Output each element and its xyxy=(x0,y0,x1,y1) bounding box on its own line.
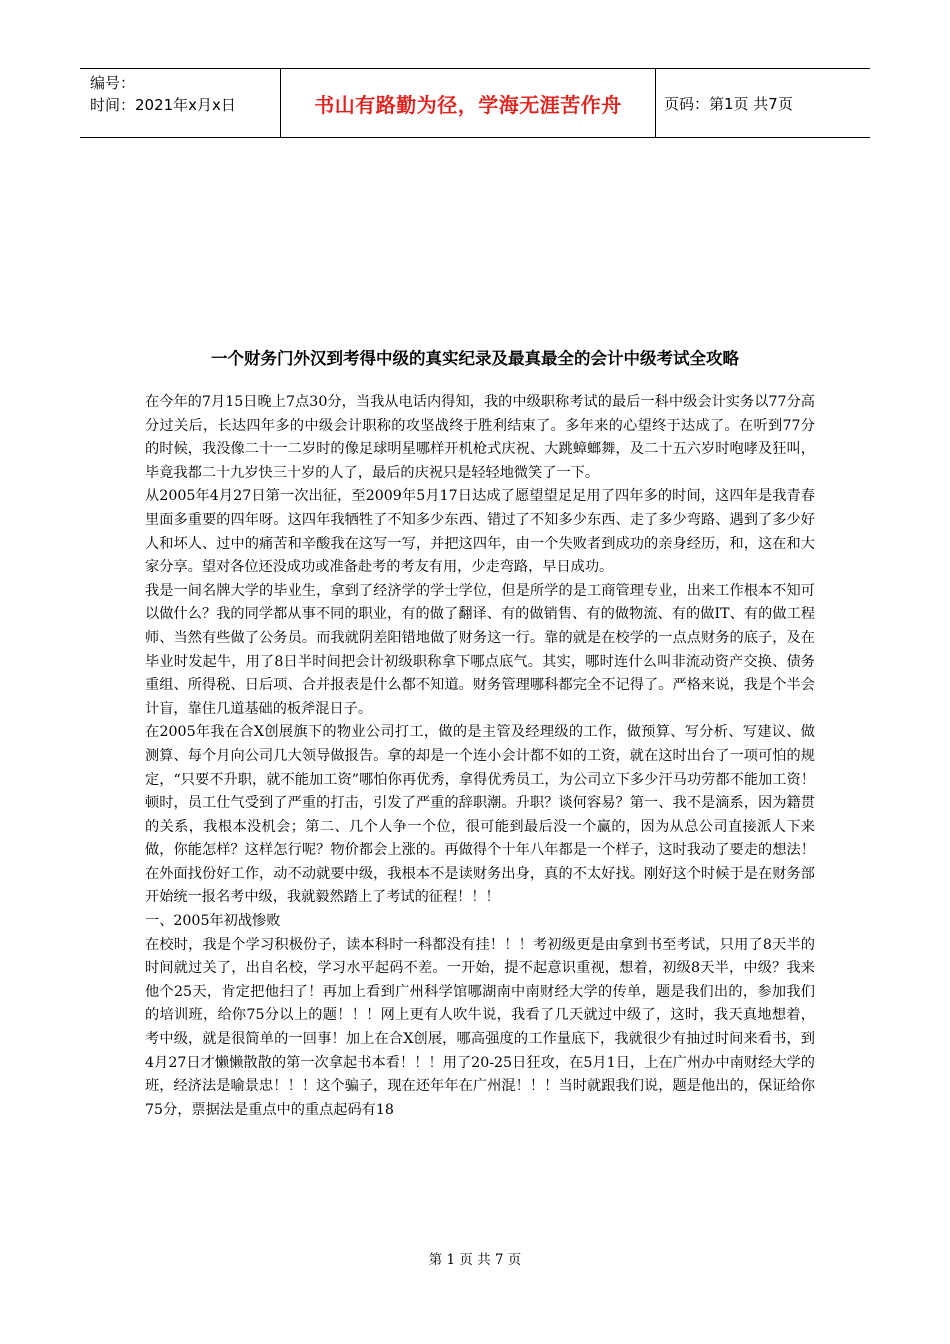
paragraph: 从2005年4月27日第一次出征，至2009年5月17日达成了愿望望足足用了四年多的时间，这四年是我青春里面多重要的四年呀。这四年我牺牲了不知多少东西、错过了不知多少东西、走了多少弯路、遇到了多少好人和坏人、过中的痛苦和辛酸我在这写一写，并把这四年，由一个失败者到成功的亲身经历，和，这在和大家分享。望对各位还没成功或准备赴考的考友有用，少走弯路，早日成功。 xyxy=(145,488,815,576)
document-header xyxy=(80,68,870,138)
document-title: 一个财务门外汉到考得中级的真实纪录及最真最全的会计中级考试全攻略 xyxy=(211,349,739,368)
time-label: 时间：2021年x月x日 xyxy=(90,96,236,114)
paragraph: 在今年的7月15日晚上7点30分，当我从电话内得知，我的中级职称考试的最后一科中级会计实务以77分高分过关后，长达四年多的中级会计职称的攻坚战终于胜利结束了。多年来的心望终于达成了。在听到77分的时候，我没像二十一二岁时的像足球明星哪样开机枪式庆祝、大跳蟑螂舞，及二十五六岁时咆哮及狂叫，毕竟我都二十九岁快三十岁的人了，最后的庆祝只是轻轻地微笑了一下。 xyxy=(145,394,815,481)
header-meta xyxy=(80,69,281,137)
section-heading: 一、2005年初战惨败 xyxy=(145,913,281,930)
paragraph: 在2005年我在合X创展旗下的物业公司打工，做的是主管及经理级的工作，做预算、写分析、写建议、做测算、每个月向公司几大领导做报告。拿的却是一个连小会计都不如的工资，就在这时出台了一项可怕的规定，“只要不升职，就不能加工资”哪怕你再优秀，拿得优秀员工，为公司立下多少汗马功劳都不能加工资！顿时，员工仕气受到了严重的打击，引发了严重的辞职潮。升职？谈何容易？第一、我不是滴系，因为籍贯的关系，我根本没机会；第二、几个人争一个位，很可能到最后没一个赢的，因为从总公司直接派人下来做，你能怎样？这样怎行呢？物价都会上涨的。再做得个十年八年都是一个样子，这时我动了要走的想法！在外面找份好工作，动不动就要中级，我根本不是读财务出身，真的不太好找。刚好这个时候于是在财务部开始统一报名考中级，我就毅然踏上了考试的征程！！！ xyxy=(145,724,815,906)
paragraph: 我是一间名牌大学的毕业生，拿到了经济学的学士学位，但是所学的是工商管理专业，出来工作根本不知可以做什么？我的同学都从事不同的职业，有的做了翻译、有的做销售、有的做物流、有的做IT、有的做工程师、当然有些做了公务员。而我就阴差阳错地做了财务这一行。靠的就是在校学的一点点财务的底子，及在毕业时发起牛，用了8日半时间把会计初级职称拿下哪点底气。其实，哪时连什么叫非流动资产交换、债务重组、所得税、日后项、合并报表是什么都不知道。财务管理哪科都完全不记得了。严格来说，我是个半会计盲，靠住几道基础的板斧混日子。 xyxy=(145,582,815,717)
header-page-info: 页码：第1页 共7页 xyxy=(664,94,793,113)
number-label: 编号： xyxy=(90,74,136,92)
header-motto: 书山有路勤为径，学海无涯苦作舟 xyxy=(281,69,656,137)
paragraph: 在校时，我是个学习积极份子，读本科时一科都没有挂！！！考初级更是由拿到书至考试，只用了8天半的时间就过关了，出自名校，学习水平起码不差。一开始，提不起意识重视，想着，初级8天半，中级？我来他个25天，肯定把他扫了！再加上看到广州科学馆哪湖南中南财经大学的传单，题是我们出的，参加我们的培训班，给你75分以上的题！！！网上更有人吹牛说，我看了几天就过中级了，这时，我天真地想着，考中级，就是很简单的一回事！加上在合X创展，哪高强度的工作量底下，我就很少有抽过时间来看书，到4月27日才懒懒散散的第一次拿起书本看！！！用了20-25日狂攻，在5月1日，上在广州办中南财经大学的班，经济法是喻景忠！！！这个骗子，现在还年年在广州混！！！当时就跟我们说，题是他出的，保证给你75分，票据法是重点中的重点起码有18 xyxy=(145,936,815,1118)
document-body xyxy=(145,391,815,1122)
page-footer: 第 1 页 共 7 页 xyxy=(428,1252,522,1268)
